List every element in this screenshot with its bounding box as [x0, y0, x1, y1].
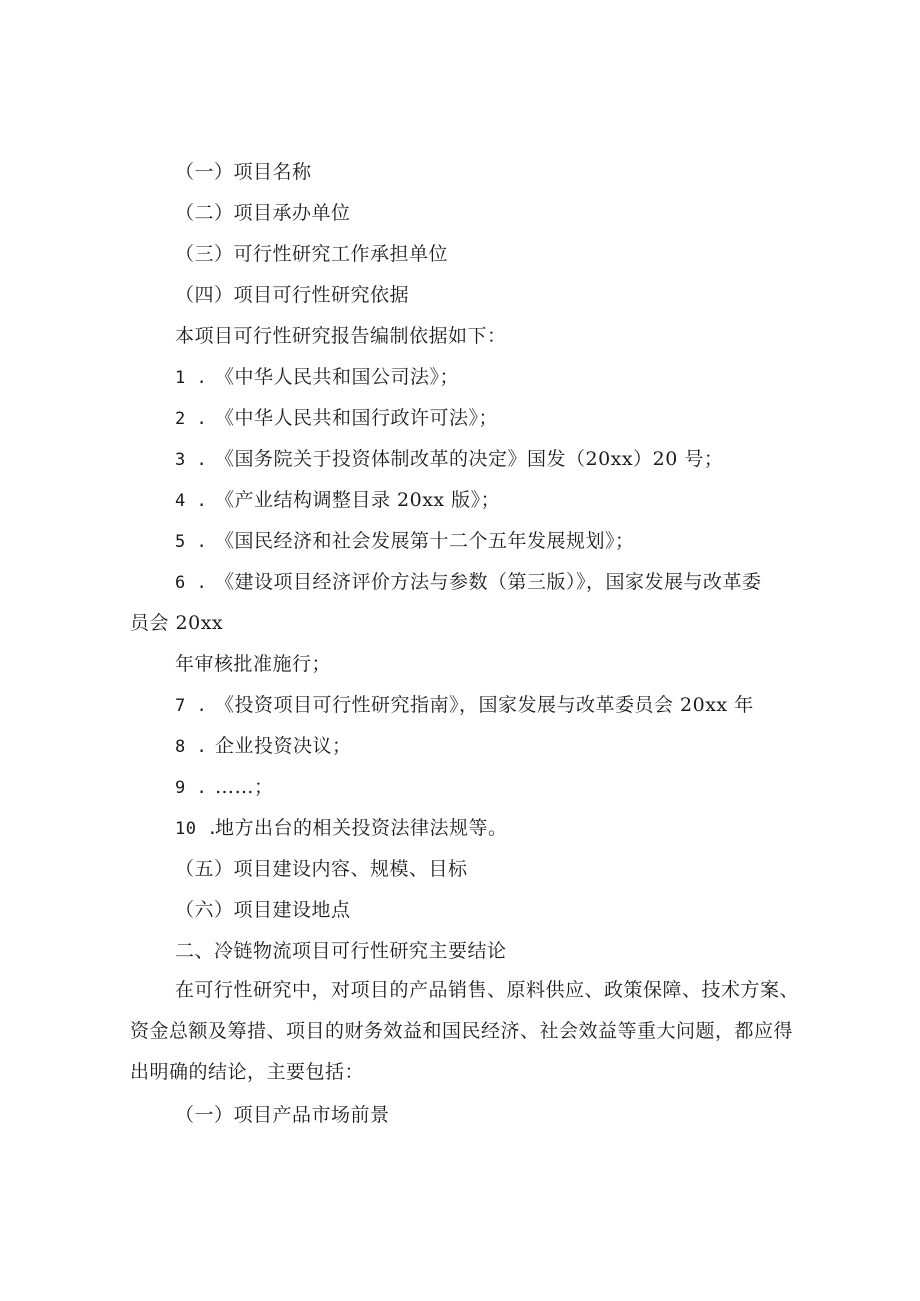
reference-text: 《国务院关于投资体制改革的决定》国发（20xx）20 号；	[215, 448, 724, 470]
reference-number: 2 .	[175, 409, 208, 429]
conclusion-paragraph: 在可行性研究中，对项目的产品销售、原料供应、政策保障、技术方案、资金总额及筹措、项目的财务效益和国民经济、社会效益等重大问题，都应得出明确的结论，主要包括：	[130, 979, 800, 1083]
reference-item	[175, 447, 723, 472]
reference-number: 3 .	[175, 450, 208, 470]
heading-feasibility-basis: （四）项目可行性研究依据	[175, 284, 410, 306]
basis-intro: 本项目可行性研究报告编制依据如下：	[175, 325, 507, 347]
reference-text: 《建设项目经济评价方法与参数（第三版）》，国家发展与改革委	[215, 571, 762, 593]
reference-number: 6 .	[175, 573, 208, 593]
reference-text: 地方出台的相关投资法律法规等。	[215, 817, 508, 839]
reference-number: 5 .	[175, 532, 208, 552]
reference-number: 10 .	[175, 819, 218, 839]
reference-item	[175, 406, 498, 431]
reference-item	[175, 570, 762, 595]
reference-continuation: 年审核批准施行；	[175, 653, 332, 675]
reference-number: 7 .	[175, 696, 208, 716]
heading-construction-content: （五）项目建设内容、规模、目标	[175, 858, 468, 880]
heading-project-undertaker: （二）项目承办单位	[175, 202, 351, 224]
heading-construction-site: （六）项目建设地点	[175, 899, 351, 921]
reference-number: 8 .	[175, 737, 208, 757]
reference-text: 《国民经济和社会发展第十二个五年发展规划》；	[215, 530, 635, 552]
heading-feasibility-study-unit: （三）可行性研究工作承担单位	[175, 243, 449, 265]
reference-number: 9 .	[175, 778, 208, 798]
reference-number: 1 .	[175, 368, 208, 388]
reference-number: 4 .	[175, 491, 208, 511]
reference-text: 《中华人民共和国公司法》；	[215, 366, 460, 388]
reference-item	[175, 693, 754, 718]
heading-project-name: （一）项目名称	[175, 161, 312, 183]
reference-item	[175, 529, 635, 554]
reference-item	[175, 488, 500, 513]
reference-item	[175, 365, 459, 390]
section-heading-conclusions: 二、冷链物流项目可行性研究主要结论	[175, 940, 507, 962]
reference-item	[175, 816, 508, 841]
reference-continuation: 员会 20xx	[130, 612, 224, 634]
reference-text: 企业投资决议；	[215, 735, 352, 757]
reference-text: ……；	[215, 776, 274, 798]
reference-text: 《中华人民共和国行政许可法》；	[215, 407, 499, 429]
reference-text: 《投资项目可行性研究指南》，国家发展与改革委员会 20xx 年	[215, 694, 754, 716]
heading-market-prospect: （一）项目产品市场前景	[175, 1104, 390, 1126]
reference-text: 《产业结构调整目录 20xx 版》；	[215, 489, 501, 511]
reference-item	[175, 775, 274, 800]
reference-item	[175, 734, 352, 759]
